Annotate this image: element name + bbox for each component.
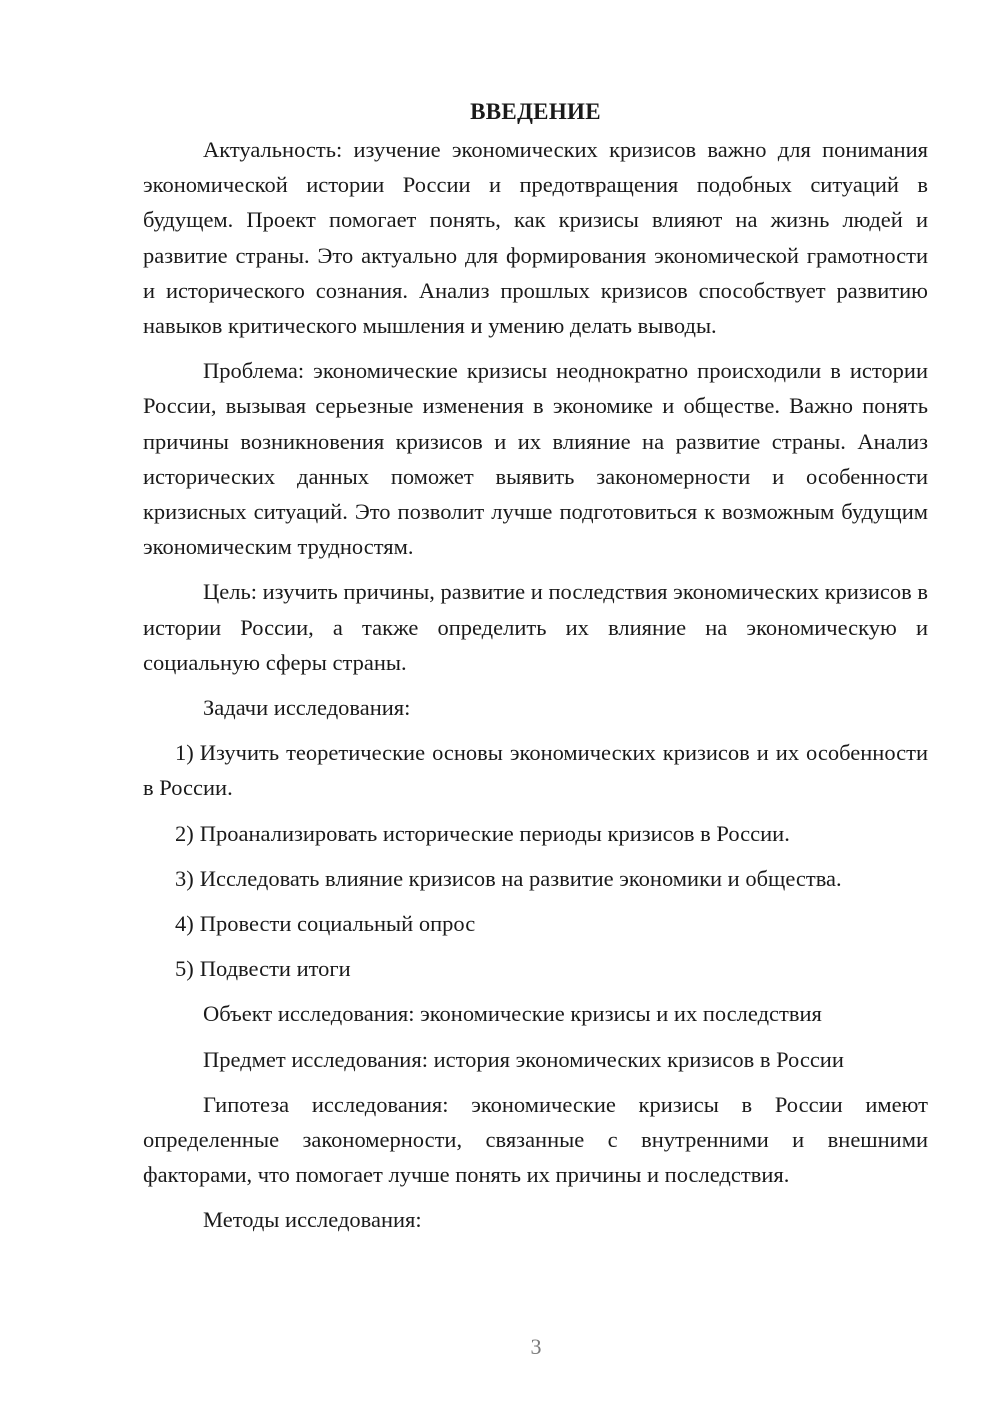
task-item — [143, 861, 928, 896]
methods-heading: Методы исследования: — [203, 1207, 422, 1233]
task-item — [143, 816, 928, 851]
tasks-heading: Задачи исследования: — [203, 695, 411, 721]
task-item — [143, 951, 928, 986]
task-number: 5) — [175, 956, 194, 982]
task-text: Подвести итоги — [199, 956, 351, 982]
task-text: Провести социальный опрос — [199, 911, 476, 937]
task-text: Исследовать влияние кризисов на развитие экономики и общества. — [199, 865, 842, 891]
page-number: 3 — [530, 1334, 542, 1359]
task-number: 1) — [175, 740, 194, 766]
subject-paragraph: Предмет исследования: история экономических кризисов в России — [203, 1046, 844, 1072]
document-page — [143, 94, 928, 1248]
task-text: Проанализировать исторические периоды кризисов в России. — [199, 820, 790, 846]
relevance-paragraph: Актуальность: изучение экономических кризисов важно для понимания экономической истории России и предотвращения подобных ситуаций в будущем. Проект помогает понять, как кризисы влияют на жизнь людей и развитие страны. Это актуально для формирования экономической грамотности и исторического сознания. Анализ прошлых кризисов способствует развитию навыков критического мышления и умению делать выводы. — [143, 137, 928, 339]
object-paragraph: Объект исследования: экономические кризисы и их последствия — [203, 1001, 822, 1027]
task-number: 4) — [175, 911, 194, 937]
task-text: Изучить теоретические основы экономических кризисов и их особенности в России. — [143, 740, 928, 801]
problem-paragraph: Проблема: экономические кризисы неоднократно происходили в истории России, вызывая серьезные изменения в экономике и обществе. Важно понять причины возникновения кризисов и их влияние на развитие страны. Анализ исторических данных поможет выявить закономерности и особенности кризисных ситуаций. Это позволит лучше подготовиться к возможным будущим экономическим трудностям. — [143, 358, 928, 560]
task-item — [143, 906, 928, 941]
task-number: 3) — [175, 865, 194, 891]
task-item — [143, 735, 928, 805]
goal-paragraph: Цель: изучить причины, развитие и последствия экономических кризисов в истории России, а также определить их влияние на экономическую и социальную сферы страны. — [143, 579, 928, 675]
document-title: ВВЕДЕНИЕ — [470, 99, 601, 124]
hypothesis-paragraph: Гипотеза исследования: экономические кризисы в России имеют определенные закономерности, связанные с внутренними и внешними факторами, что помогает лучше понять их причины и последствия. — [143, 1091, 928, 1188]
task-number: 2) — [175, 820, 194, 846]
